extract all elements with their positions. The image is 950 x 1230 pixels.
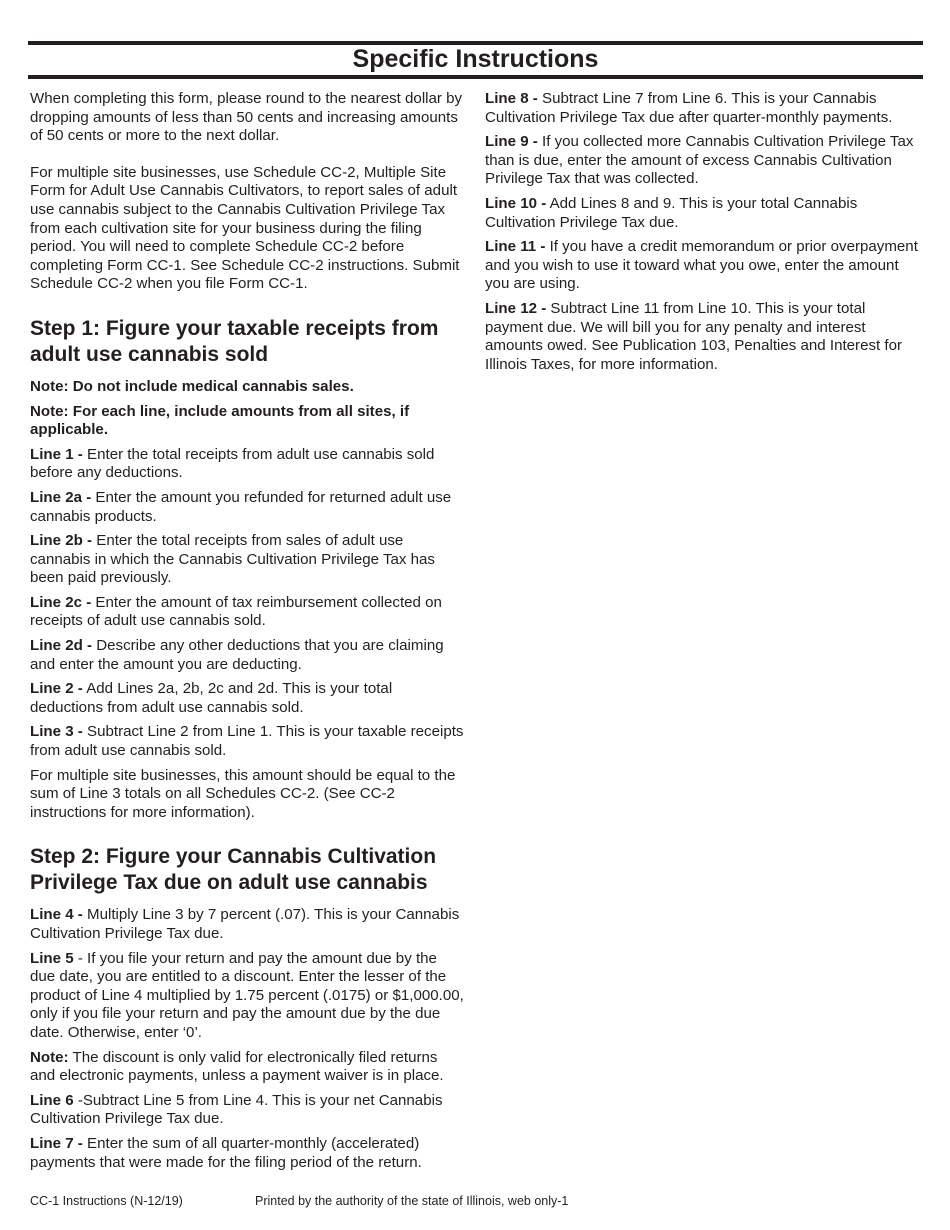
step1-heading: Step 1: Figure your taxable receipts from adult use cannabis sold: [30, 316, 439, 366]
line-1-instruction: Line 1 - Enter the total receipts from adult use cannabis sold before any deductions.: [30, 445, 435, 482]
step2-heading: Step 2: Figure your Cannabis Cultivation Privilege Tax due on adult use cannabis: [30, 845, 437, 895]
line-9-instruction: Line 9 - If you collected more Cannabis Cultivation Privilege Tax than is due, enter the amount of excess Cannabis Cultivation Privilege Tax that was collected.: [485, 133, 914, 188]
line-2-instruction: Line 2 - Add Lines 2a, 2b, 2c and 2d. This is your total deductions from adult use cannabis sold.: [30, 680, 393, 716]
line-4-instruction: Line 4 - Multiply Line 3 by 7 percent (.07). This is your Cannabis Cultivation Privilege Tax due.: [30, 906, 460, 942]
line-2d-instruction: Line 2d - Describe any other deductions that you are claiming and enter the amount you are deducting.: [30, 637, 444, 673]
line-2b-instruction: Line 2b - Enter the total receipts from sales of adult use cannabis in which the Cannabis Cultivation Privilege Tax has been paid previously.: [30, 532, 435, 587]
left-column: [30, 90, 466, 1178]
line-2c-instruction: Line 2c - Enter the amount of tax reimbursement collected on receipts of adult use cannabis sold.: [30, 593, 442, 630]
footer-printed-by: Printed by the authority of the state of Illinois, web only-1: [255, 1194, 569, 1208]
line-3-instruction: Line 3 - Subtract Line 2 from Line 1. This is your taxable receipts from adult use cannabis sold.: [30, 723, 464, 760]
line-2a-instruction: Line 2a - Enter the amount you refunded for returned adult use cannabis products.: [30, 488, 452, 525]
discount-note: Note: The discount is only valid for electronically filed returns and electronic payments, unless a payment waiver is in place.: [30, 1048, 444, 1085]
footer-form-id: CC-1 Instructions (N-12/19): [30, 1194, 183, 1208]
rounding-instruction: When completing this form, please round to the nearest dollar by dropping amounts of less than 50 cents and increasing amounts of 50 cents or more to the next dollar.: [30, 90, 463, 145]
line-6-instruction: Line 6 -Subtract Line 5 from Line 4. This is your net Cannabis Cultivation Privilege Tax due.: [30, 1091, 443, 1128]
line-7-instruction: Line 7 - Enter the sum of all quarter-monthly (accelerated) payments that were made for the filing period of the return.: [30, 1134, 422, 1171]
multiple-site-instruction: For multiple site businesses, use Schedule CC-2, Multiple Site Form for Adult Use Cannabis Cultivators, to report sales of adult use cannabis subject to the Cannabis Cultivation Privilege Tax from each cultivation site for your business during the filing period. You will need to complete Schedule CC-2 before completing Form CC-1. See Schedule CC-2 instructions. Submit Schedule CC-2 when you file Form CC-1.: [30, 163, 460, 293]
line-5-instruction: Line 5 - If you file your return and pay the amount due by the due date, you are entitled to a discount. Enter the lesser of the product of Line 4 multiplied by 1.75 percent (.0175) or $1,000.00, only if you file your return and pay the amount due by the due date. Otherwise, enter ‘0’.: [30, 949, 464, 1041]
line-11-instruction: Line 11 - If you have a credit memorandum or prior overpayment and you wish to use it toward what you owe, enter the amount you are using.: [485, 238, 918, 293]
multiple-site-line3-note: For multiple site businesses, this amount should be equal to the sum of Line 3 totals on all Schedules CC-2. (See CC-2 instructions for more information).: [30, 766, 456, 821]
note-medical: Note: Do not include medical cannabis sales.: [30, 377, 354, 395]
note-all-sites: Note: For each line, include amounts from all sites, if applicable.: [30, 402, 410, 439]
line-10-instruction: Line 10 - Add Lines 8 and 9. This is your total Cannabis Cultivation Privilege Tax due.: [485, 194, 858, 231]
line-8-instruction: Line 8 - Subtract Line 7 from Line 6. This is your Cannabis Cultivation Privilege Tax due after quarter-monthly payments.: [485, 90, 893, 126]
line-12-instruction: Line 12 - Subtract Line 11 from Line 10. This is your total payment due. We will bill you for any penalty and interest amounts owed. See Publication 103, Penalties and Interest for Illinois Taxes, for more information.: [485, 299, 903, 373]
right-column: [485, 90, 925, 380]
bottom-rule: [28, 75, 923, 79]
page-title: Specific Instructions: [352, 45, 599, 73]
